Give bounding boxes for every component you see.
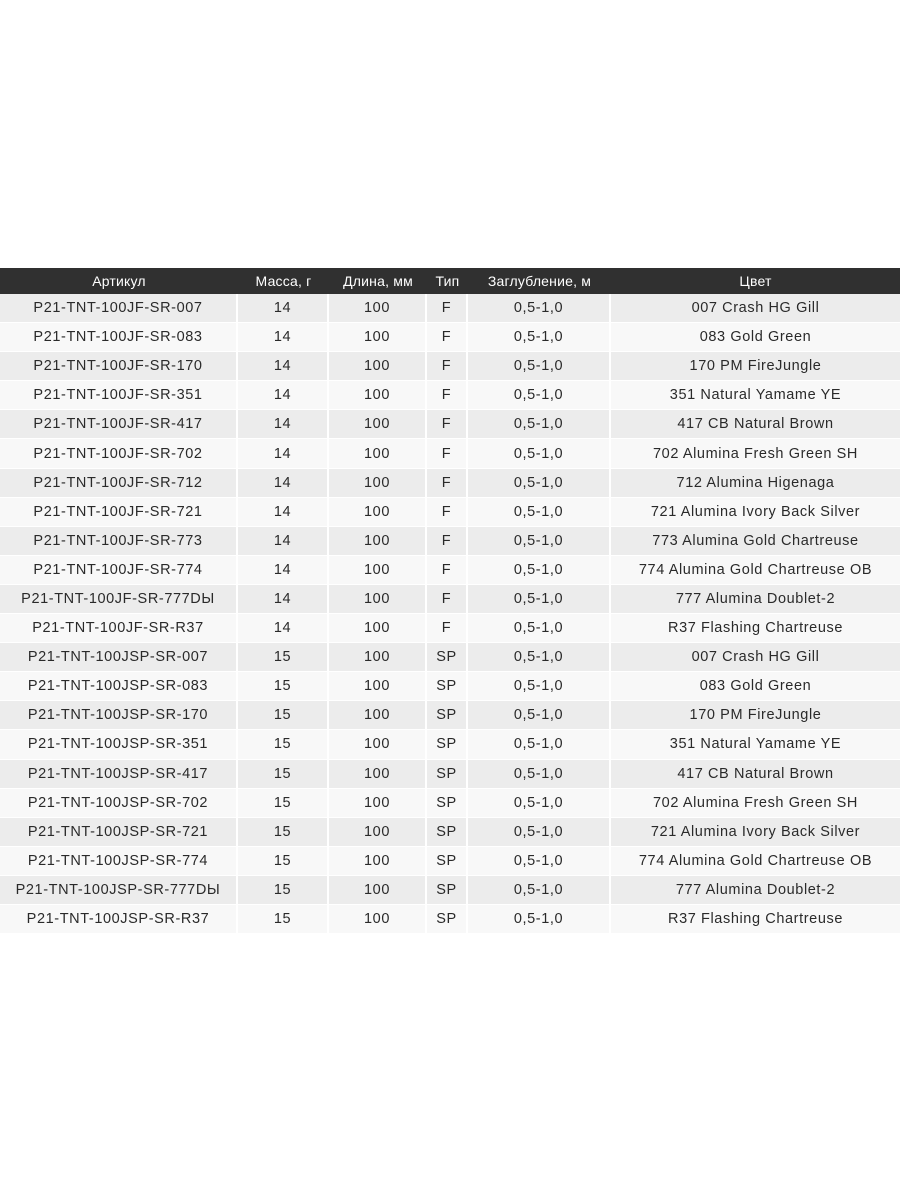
cell-article: P21-TNT-100JF-SR-702 xyxy=(0,439,238,468)
cell-length: 100 xyxy=(329,410,427,439)
cell-mass: 14 xyxy=(238,323,329,352)
table-row xyxy=(0,760,900,789)
cell-type: F xyxy=(427,614,468,643)
cell-type: SP xyxy=(427,847,468,876)
table-row xyxy=(0,585,900,614)
cell-color: 774 Alumina Gold Chartreuse OB xyxy=(611,847,900,876)
cell-type: SP xyxy=(427,672,468,701)
cell-depth: 0,5-1,0 xyxy=(468,614,611,643)
cell-type: F xyxy=(427,381,468,410)
table-row xyxy=(0,789,900,818)
cell-depth: 0,5-1,0 xyxy=(468,818,611,847)
cell-article: P21-TNT-100JSP-SR-007 xyxy=(0,643,238,672)
header-color: Цвет xyxy=(611,268,900,294)
cell-depth: 0,5-1,0 xyxy=(468,643,611,672)
cell-color: 773 Alumina Gold Chartreuse xyxy=(611,527,900,556)
table-row xyxy=(0,556,900,585)
cell-article: P21-TNT-100JF-SR-083 xyxy=(0,323,238,352)
cell-depth: 0,5-1,0 xyxy=(468,498,611,527)
cell-depth: 0,5-1,0 xyxy=(468,352,611,381)
cell-type: F xyxy=(427,469,468,498)
cell-article: P21-TNT-100JSP-SR-774 xyxy=(0,847,238,876)
table-row xyxy=(0,818,900,847)
cell-type: SP xyxy=(427,818,468,847)
cell-depth: 0,5-1,0 xyxy=(468,905,611,934)
cell-color: 170 PM FireJungle xyxy=(611,701,900,730)
cell-length: 100 xyxy=(329,498,427,527)
cell-depth: 0,5-1,0 xyxy=(468,323,611,352)
cell-type: F xyxy=(427,439,468,468)
cell-depth: 0,5-1,0 xyxy=(468,439,611,468)
header-type: Тип xyxy=(427,268,468,294)
table-row xyxy=(0,614,900,643)
table-row xyxy=(0,498,900,527)
cell-mass: 14 xyxy=(238,527,329,556)
cell-type: SP xyxy=(427,789,468,818)
cell-article: P21-TNT-100JF-SR-351 xyxy=(0,381,238,410)
cell-color: 351 Natural Yamame YE xyxy=(611,730,900,759)
cell-depth: 0,5-1,0 xyxy=(468,672,611,701)
cell-length: 100 xyxy=(329,818,427,847)
cell-type: F xyxy=(427,556,468,585)
cell-depth: 0,5-1,0 xyxy=(468,789,611,818)
cell-length: 100 xyxy=(329,905,427,934)
cell-article: P21-TNT-100JSP-SR-083 xyxy=(0,672,238,701)
cell-length: 100 xyxy=(329,672,427,701)
cell-mass: 15 xyxy=(238,760,329,789)
header-length: Длина, мм xyxy=(329,268,427,294)
cell-color: 351 Natural Yamame YE xyxy=(611,381,900,410)
cell-length: 100 xyxy=(329,760,427,789)
table-row xyxy=(0,410,900,439)
cell-mass: 15 xyxy=(238,905,329,934)
table-header-row xyxy=(0,268,900,294)
header-mass: Масса, г xyxy=(238,268,329,294)
cell-mass: 14 xyxy=(238,614,329,643)
table-row xyxy=(0,643,900,672)
cell-depth: 0,5-1,0 xyxy=(468,410,611,439)
table-row xyxy=(0,701,900,730)
cell-mass: 14 xyxy=(238,469,329,498)
cell-mass: 15 xyxy=(238,789,329,818)
cell-article: P21-TNT-100JF-SR-170 xyxy=(0,352,238,381)
table-row xyxy=(0,294,900,323)
cell-length: 100 xyxy=(329,381,427,410)
cell-article: P21-TNT-100JF-SR-007 xyxy=(0,294,238,323)
cell-color: 007 Crash HG Gill xyxy=(611,294,900,323)
cell-depth: 0,5-1,0 xyxy=(468,730,611,759)
cell-mass: 14 xyxy=(238,585,329,614)
cell-mass: 14 xyxy=(238,556,329,585)
cell-depth: 0,5-1,0 xyxy=(468,381,611,410)
cell-length: 100 xyxy=(329,323,427,352)
cell-mass: 15 xyxy=(238,643,329,672)
cell-type: F xyxy=(427,498,468,527)
table-row xyxy=(0,876,900,905)
cell-color: 774 Alumina Gold Chartreuse OB xyxy=(611,556,900,585)
cell-color: 777 Alumina Doublet-2 xyxy=(611,876,900,905)
cell-article: P21-TNT-100JSP-SR-351 xyxy=(0,730,238,759)
cell-article: P21-TNT-100JF-SR-R37 xyxy=(0,614,238,643)
cell-length: 100 xyxy=(329,527,427,556)
cell-depth: 0,5-1,0 xyxy=(468,556,611,585)
table-row xyxy=(0,847,900,876)
cell-length: 100 xyxy=(329,294,427,323)
table-row xyxy=(0,905,900,934)
cell-article: P21-TNT-100JF-SR-721 xyxy=(0,498,238,527)
cell-color: R37 Flashing Chartreuse xyxy=(611,905,900,934)
cell-depth: 0,5-1,0 xyxy=(468,701,611,730)
cell-color: 777 Alumina Doublet-2 xyxy=(611,585,900,614)
table-row xyxy=(0,352,900,381)
cell-length: 100 xyxy=(329,439,427,468)
cell-depth: 0,5-1,0 xyxy=(468,527,611,556)
cell-color: R37 Flashing Chartreuse xyxy=(611,614,900,643)
cell-length: 100 xyxy=(329,876,427,905)
cell-mass: 14 xyxy=(238,498,329,527)
cell-article: P21-TNT-100JSP-SR-170 xyxy=(0,701,238,730)
cell-article: P21-TNT-100JSP-SR-R37 xyxy=(0,905,238,934)
cell-color: 083 Gold Green xyxy=(611,323,900,352)
table-row xyxy=(0,381,900,410)
cell-mass: 15 xyxy=(238,847,329,876)
cell-length: 100 xyxy=(329,847,427,876)
cell-mass: 15 xyxy=(238,701,329,730)
cell-type: F xyxy=(427,585,468,614)
cell-mass: 14 xyxy=(238,439,329,468)
table-body xyxy=(0,294,900,934)
cell-type: SP xyxy=(427,701,468,730)
cell-mass: 15 xyxy=(238,730,329,759)
cell-article: P21-TNT-100JSP-SR-417 xyxy=(0,760,238,789)
cell-length: 100 xyxy=(329,469,427,498)
cell-mass: 14 xyxy=(238,294,329,323)
cell-color: 007 Crash HG Gill xyxy=(611,643,900,672)
header-article: Артикул xyxy=(0,268,238,294)
cell-article: P21-TNT-100JF-SR-417 xyxy=(0,410,238,439)
cell-color: 721 Alumina Ivory Back Silver xyxy=(611,818,900,847)
header-depth: Заглубление, м xyxy=(468,268,611,294)
cell-color: 083 Gold Green xyxy=(611,672,900,701)
cell-type: F xyxy=(427,527,468,556)
cell-article: P21-TNT-100JF-SR-712 xyxy=(0,469,238,498)
cell-type: SP xyxy=(427,643,468,672)
cell-length: 100 xyxy=(329,730,427,759)
cell-mass: 14 xyxy=(238,381,329,410)
cell-article: P21-TNT-100JF-SR-777DЫ xyxy=(0,585,238,614)
cell-depth: 0,5-1,0 xyxy=(468,294,611,323)
cell-color: 170 PM FireJungle xyxy=(611,352,900,381)
cell-article: P21-TNT-100JF-SR-773 xyxy=(0,527,238,556)
cell-depth: 0,5-1,0 xyxy=(468,585,611,614)
cell-article: P21-TNT-100JSP-SR-721 xyxy=(0,818,238,847)
cell-depth: 0,5-1,0 xyxy=(468,760,611,789)
cell-type: SP xyxy=(427,760,468,789)
spec-table-container xyxy=(0,268,900,934)
cell-depth: 0,5-1,0 xyxy=(468,847,611,876)
spec-table xyxy=(0,268,900,934)
cell-mass: 14 xyxy=(238,352,329,381)
cell-color: 702 Alumina Fresh Green SH xyxy=(611,789,900,818)
cell-color: 417 CB Natural Brown xyxy=(611,410,900,439)
cell-depth: 0,5-1,0 xyxy=(468,469,611,498)
table-row xyxy=(0,527,900,556)
cell-article: P21-TNT-100JF-SR-774 xyxy=(0,556,238,585)
table-row xyxy=(0,672,900,701)
table-row xyxy=(0,730,900,759)
cell-mass: 15 xyxy=(238,876,329,905)
cell-article: P21-TNT-100JSP-SR-777DЫ xyxy=(0,876,238,905)
cell-type: F xyxy=(427,352,468,381)
cell-type: SP xyxy=(427,876,468,905)
cell-mass: 15 xyxy=(238,672,329,701)
table-row xyxy=(0,469,900,498)
cell-mass: 14 xyxy=(238,410,329,439)
cell-color: 712 Alumina Higenaga xyxy=(611,469,900,498)
cell-mass: 15 xyxy=(238,818,329,847)
cell-article: P21-TNT-100JSP-SR-702 xyxy=(0,789,238,818)
cell-type: F xyxy=(427,294,468,323)
cell-type: F xyxy=(427,410,468,439)
cell-length: 100 xyxy=(329,585,427,614)
cell-length: 100 xyxy=(329,789,427,818)
cell-length: 100 xyxy=(329,556,427,585)
cell-length: 100 xyxy=(329,352,427,381)
table-row xyxy=(0,323,900,352)
cell-color: 721 Alumina Ivory Back Silver xyxy=(611,498,900,527)
cell-color: 417 CB Natural Brown xyxy=(611,760,900,789)
cell-type: SP xyxy=(427,730,468,759)
cell-length: 100 xyxy=(329,643,427,672)
cell-length: 100 xyxy=(329,614,427,643)
cell-type: SP xyxy=(427,905,468,934)
table-row xyxy=(0,439,900,468)
cell-length: 100 xyxy=(329,701,427,730)
cell-depth: 0,5-1,0 xyxy=(468,876,611,905)
cell-color: 702 Alumina Fresh Green SH xyxy=(611,439,900,468)
cell-type: F xyxy=(427,323,468,352)
